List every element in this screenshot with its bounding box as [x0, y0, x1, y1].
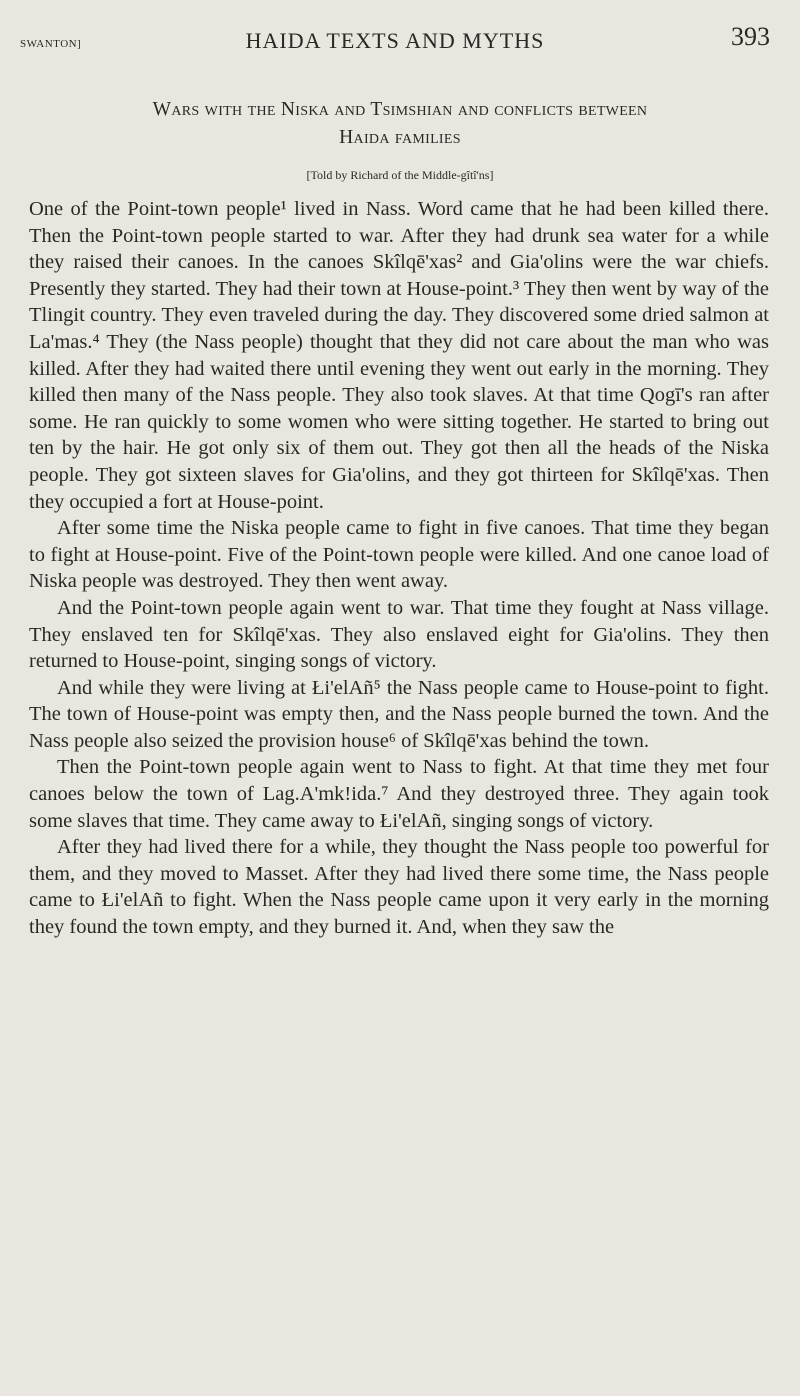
paragraph: And while they were living at Łi'elAñ⁵ the Nass people came to House-point to fight. The town of House-point was empty then, and the Nass people burned the town. And the Nass people also seized the provision house⁶ of Skîlqē'xas behind the town. — [29, 676, 769, 752]
section-title-line-1: Wars with the Niska and Tsimshian and conflicts between — [152, 99, 648, 120]
paragraph: After they had lived there for a while, they thought the Nass people too powerful for them, and they moved to Masset. After they had lived there some time, the Nass people came to Łi'elAñ to fight. When the Nass people came upon it very early in the morning they found the town empty, and they burned it. And, when they saw the — [29, 836, 769, 939]
running-head-title: HAIDA TEXTS AND MYTHS — [245, 28, 545, 53]
paragraph: One of the Point-town people¹ lived in Nass. Word came that he had been killed there. Then the Point-town people started to war. After they had drunk sea water for a while they raised their canoes. In the canoes Skîlqē'xas² and Gia'olins were the war chiefs. Presently they started. They had their town at House-point.³ They then went by way of the Tlingit country. They even traveled during the day. They discovered some dried salmon at La'mas.⁴ They (the Nass people) thought that they did not care about the man who was killed. After they had waited there until evening they went out early in the morning. They killed then many of the Nass people. They also took slaves. At that time Qogī's ran after some. He ran quickly to some women who were sitting together. He started to bring out ten by the hair. He got only six of them out. They got then all the heads of the Niska people. They got sixteen slaves for Gia'olins, and they got thirteen for Skîlqē'xas. Then they occupied a fort at House-point. — [29, 198, 769, 513]
story-body — [29, 196, 769, 941]
running-head-author: SWANTON] — [20, 38, 82, 50]
paragraph: After some time the Niska people came to fight in five canoes. That time they began to fight at House-point. Five of the Point-town people were killed. And one canoe load of Niska people was destroyed. They then went away. — [29, 517, 769, 593]
page-number: 393 — [731, 22, 770, 51]
paragraph: And the Point-town people again went to war. That time they fought at Nass village. They enslaved ten for Skîlqē'xas. They also enslaved eight for Gia'olins. They then returned to House-point, singing songs of victory. — [29, 596, 769, 673]
running-head — [20, 20, 770, 60]
section-title-line-2: Haida families — [339, 127, 461, 148]
paragraph: Then the Point-town people again went to Nass to fight. At that time they met four canoes below the town of Lag.A'mk!ida.⁷ And they destroyed three. They again took some slaves that time. They came away to Łi'elAñ, singing songs of victory. — [29, 756, 769, 832]
section-title — [30, 96, 770, 152]
teller-note: [Told by Richard of the Middle-gîtî'ns] — [306, 168, 494, 182]
